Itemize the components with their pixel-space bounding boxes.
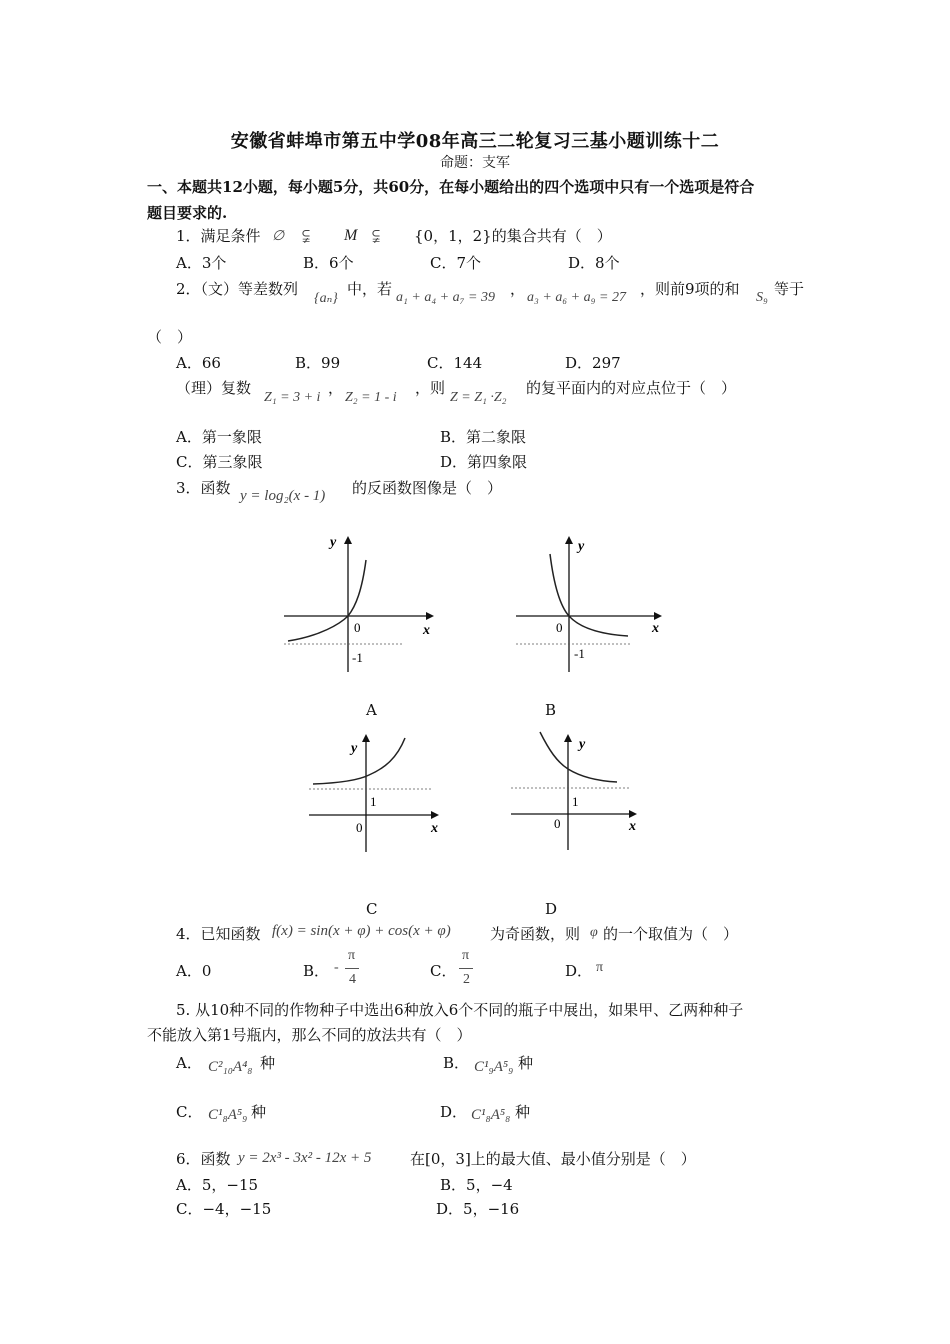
q4-option-c-numerator: π xyxy=(462,948,470,963)
q2-li-stem-a: （理）复数 xyxy=(176,379,252,397)
q2-comma: ， xyxy=(510,280,526,298)
graph-a-x-label: x xyxy=(423,623,430,638)
graph-b-y-label: y xyxy=(578,539,585,554)
q2-option-d: D．297 xyxy=(565,354,621,372)
graph-b-asymptote-label: -1 xyxy=(574,646,585,661)
q1-subset-symbol-2: ⫋ xyxy=(372,226,380,246)
q4-option-a: A．0 xyxy=(176,962,212,980)
q2-answer-paren: （ ） xyxy=(147,328,193,346)
q6-stem-a: 6．函数 xyxy=(176,1150,231,1168)
q2-li-stem-b: ，则 xyxy=(415,379,446,397)
q2-option-a: A．66 xyxy=(176,354,221,372)
page-title: 安徽省蚌埠市第五中学08年高三二轮复习三基小题训练十二 xyxy=(230,131,720,152)
q3-stem-b: 的反函数图像是（ ） xyxy=(352,479,503,497)
q6-option-a: A．5，−15 xyxy=(176,1176,259,1194)
q2-z1: Z₁ = 3 + i xyxy=(264,390,321,405)
q4-option-c-denominator: 2 xyxy=(463,972,470,987)
author-line: 命题：支军 xyxy=(440,155,510,171)
graph-d-asymptote-label: 1 xyxy=(572,794,579,809)
q2-condition-2: a₃ + a₆ + a₉ = 27 xyxy=(527,290,626,305)
graph-b-caption: B xyxy=(545,701,557,719)
q2-S9: S₉ xyxy=(756,290,768,305)
q4-option-c: C． xyxy=(430,962,457,980)
graph-c-asymptote-label: 1 xyxy=(370,794,377,809)
q5-option-c: C． xyxy=(176,1103,203,1121)
q4-phi: φ xyxy=(590,925,598,940)
q4-option-b-denominator: 4 xyxy=(349,972,356,987)
q2-li-option-d: D．第四象限 xyxy=(440,453,528,471)
q4-stem-c: 的一个取值为（ ） xyxy=(603,925,739,943)
graph-b-origin: 0 xyxy=(556,620,563,635)
q5-option-a-math: C²₁₀A⁴₈ xyxy=(208,1059,253,1075)
graph-a xyxy=(280,530,440,675)
q5-option-b-unit: 种 xyxy=(518,1054,534,1072)
q4-option-c-fraction-bar xyxy=(459,968,473,969)
q2-stem-a: 2．（文）等差数列 xyxy=(176,280,299,298)
q1-option-d: D．8个 xyxy=(568,254,620,272)
q4-option-b-sign: - xyxy=(334,960,339,975)
graph-d-y-label: y xyxy=(579,737,586,752)
q2-condition-1: a₁ + a₄ + a₇ = 39 xyxy=(396,290,495,305)
graph-c xyxy=(305,730,450,855)
q6-option-b: B．5，−4 xyxy=(440,1176,513,1194)
q1-subset-symbol-1: ⫋ xyxy=(302,226,310,246)
graph-c-x-label: x xyxy=(431,821,438,836)
q6-option-c: C．−4，−15 xyxy=(176,1200,272,1218)
q2-li-option-b: B．第二象限 xyxy=(440,428,527,446)
q2-sequence: {aₙ} xyxy=(314,291,338,306)
q4-option-d: D． xyxy=(565,962,593,980)
q5-option-d: D． xyxy=(440,1103,468,1121)
graph-a-caption: A xyxy=(366,701,377,719)
graph-c-origin: 0 xyxy=(356,820,363,835)
graph-d xyxy=(507,728,652,853)
graph-a-y-label: y xyxy=(330,535,337,550)
q4-option-d-value: π xyxy=(596,960,604,975)
q4-option-b-fraction-bar xyxy=(345,968,359,969)
q5-option-c-unit: 种 xyxy=(251,1103,267,1121)
graph-c-caption: C xyxy=(366,900,378,918)
q2-li-stem-c: 的复平面内的对应点位于（ ） xyxy=(526,379,737,397)
q5-stem-line2: 不能放入第1号瓶内，那么不同的放法共有（ ） xyxy=(147,1026,472,1044)
q6-option-d: D．5，−16 xyxy=(436,1200,520,1218)
q5-option-b-math: C¹₉A⁵₉ xyxy=(474,1059,514,1075)
q5-stem-line1: 5. 从10种不同的作物种子中选出6种放入6个不同的瓶子中展出，如果甲、乙两种种子 xyxy=(176,1001,744,1019)
section-heading-line2: 题目要求的. xyxy=(147,204,228,222)
graph-a-origin: 0 xyxy=(354,620,361,635)
graph-d-caption: D xyxy=(545,900,558,918)
q2-stem-b: 中，若 xyxy=(347,280,393,298)
graph-b-x-label: x xyxy=(652,621,659,636)
q2-stem-c: ，则前9项的和 xyxy=(640,280,740,298)
graph-d-x-label: x xyxy=(629,819,636,834)
q3-stem-a: 3．函数 xyxy=(176,479,231,497)
q1-set-M: M xyxy=(344,227,358,244)
q2-li-option-a: A．第一象限 xyxy=(176,428,262,446)
section-heading-line1: 一、本题共12小题，每小题5分，共60分，在每小题给出的四个选项中只有一个选项是符合 xyxy=(147,178,755,196)
q3-function: y = log₂(x - 1) xyxy=(240,488,326,504)
q6-function: y = 2x³ - 3x² - 12x + 5 xyxy=(238,1150,372,1166)
q2-li-comma: ， xyxy=(328,379,344,397)
graph-a-asymptote-label: -1 xyxy=(352,650,363,665)
q4-stem-a: 4．已知函数 xyxy=(176,925,261,943)
q1-stem-a: 1．满足条件 xyxy=(176,227,261,245)
q2-option-c: C．144 xyxy=(427,354,483,372)
q1-option-b: B．6个 xyxy=(303,254,354,272)
q4-function: f(x) = sin(x + φ) + cos(x + φ) xyxy=(272,923,451,939)
graph-d-origin: 0 xyxy=(554,816,561,831)
q5-option-d-unit: 种 xyxy=(515,1103,531,1121)
q2-stem-d: 等于 xyxy=(774,280,805,298)
q1-stem-b: {0，1，2}的集合共有（ ） xyxy=(414,227,612,245)
q6-stem-b: 在[0，3]上的最大值、最小值分别是（ ） xyxy=(410,1150,696,1168)
q2-z2: Z₂ = 1 - i xyxy=(345,390,397,405)
q1-empty-set: ∅ xyxy=(272,229,285,244)
q2-option-b: B．99 xyxy=(295,354,341,372)
q4-option-b-numerator: π xyxy=(348,948,356,963)
q4-option-b: B． xyxy=(303,962,330,980)
q5-option-d-math: C¹₈A⁵₈ xyxy=(471,1107,511,1123)
q5-option-a-unit: 种 xyxy=(260,1054,276,1072)
q5-option-c-math: C¹₈A⁵₉ xyxy=(208,1107,248,1123)
q1-option-a: A．3个 xyxy=(176,254,227,272)
q5-option-a: A． xyxy=(176,1054,202,1072)
q1-option-c: C．7个 xyxy=(430,254,482,272)
graph-c-y-label: y xyxy=(351,741,358,756)
graph-b xyxy=(512,530,672,675)
q2-li-option-c: C．第三象限 xyxy=(176,453,263,471)
q4-stem-b: 为奇函数，则 xyxy=(490,925,581,943)
q2-z-product: Z = Z₁ ·Z₂ xyxy=(450,390,507,405)
q5-option-b: B． xyxy=(443,1054,470,1072)
